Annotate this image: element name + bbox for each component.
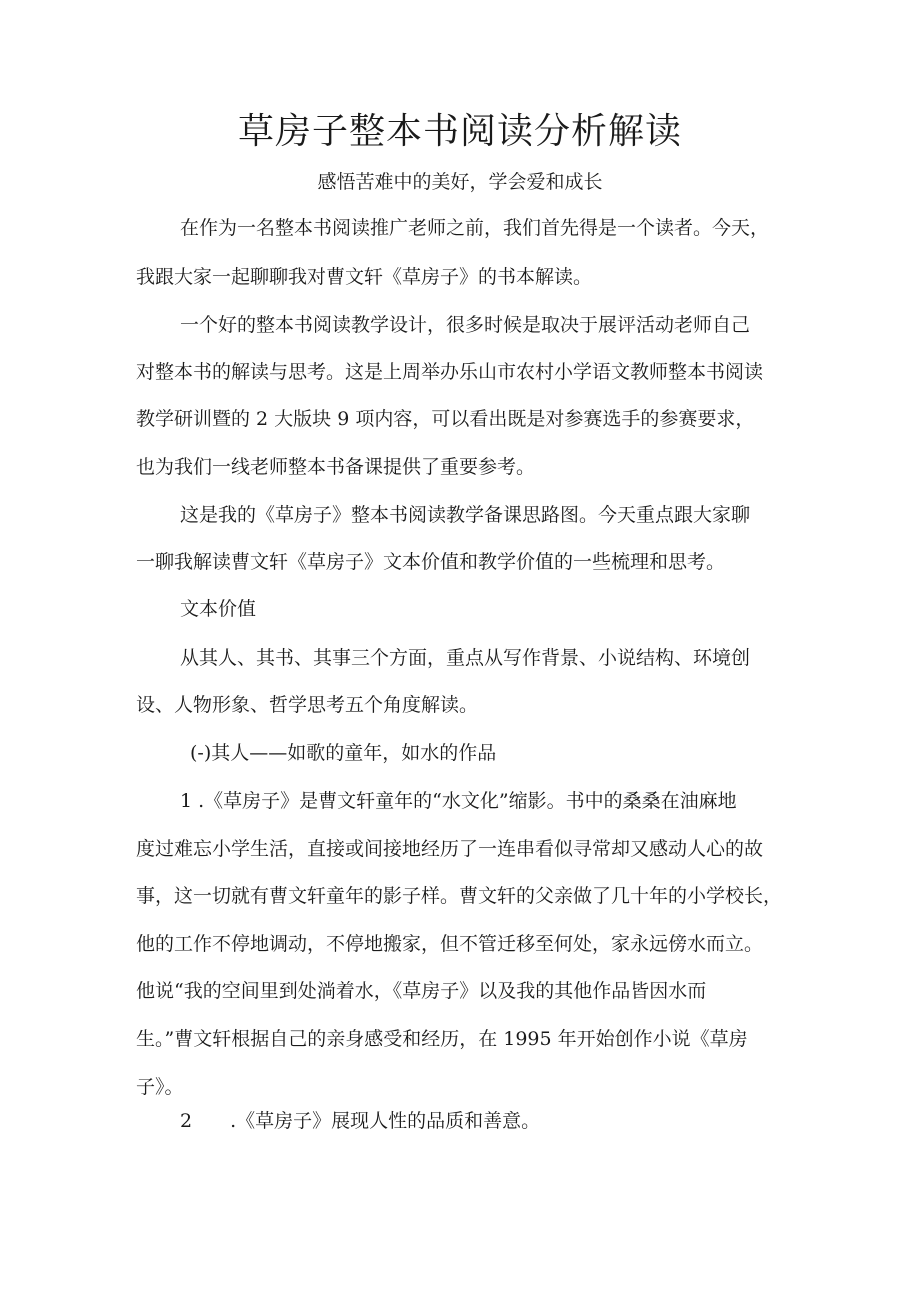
paragraph-line: 也为我们一线老师整本书备课提供了重要参考。	[136, 456, 536, 478]
paragraph-line: 从其人、其书、其事三个方面，重点从写作背景、小说结构、环境创	[180, 647, 751, 669]
document-subtitle: 感悟苦难中的美好，学会爱和成长	[317, 171, 603, 193]
paragraph-line: 一聊我解读曹文轩《草房子》文本价值和教学价值的一些梳理和思考。	[136, 551, 726, 573]
paragraph-line: 设、人物形象、哲学思考五个角度解读。	[136, 694, 479, 716]
paragraph-line: 这是我的《草房子》整本书阅读教学备课思路图。今天重点跟大家聊	[180, 504, 751, 526]
paragraph-line: 一个好的整本书阅读教学设计，很多时候是取决于展评活动老师自己	[180, 314, 751, 336]
paragraph-line: 在作为一名整本书阅读推广老师之前，我们首先得是一个读者。今天，	[180, 217, 770, 239]
paragraph-line: 对整本书的解读与思考。这是上周举办乐山市农村小学语文教师整本书阅读	[136, 361, 764, 383]
paragraph-line: 他的工作不停地调动，不停地搬家，但不管迁移至何处，家永远傍水而立。	[136, 933, 764, 955]
paragraph-line: 他说“我的空间里到处淌着水，《草房子》以及我的其他作品皆因水而	[136, 980, 707, 1002]
paragraph-line: 事，这一切就有曹文轩童年的影子样。曹文轩的父亲做了几十年的小学校长，	[136, 885, 783, 907]
paragraph-line: 生。”曹文轩根据自己的亲身感受和经历，在 1995 年开始创作小说《草房	[136, 1028, 748, 1050]
subsection-heading: (-)其人——如歌的童年，如水的作品	[190, 742, 497, 764]
section-heading: 文本价值	[180, 598, 257, 620]
paragraph-line: 教学研训暨的 2 大版块 9 项内容，可以看出既是对参赛选手的参赛要求，	[136, 408, 755, 430]
paragraph-line: 子》。	[136, 1076, 184, 1098]
paragraph-line: 2 .《草房子》展现人性的品质和善意。	[180, 1110, 541, 1132]
document-title: 草房子整本书阅读分析解读	[237, 111, 682, 152]
paragraph-line: 1 .《草房子》是曹文轩童年的“水文化”缩影。书中的桑桑在油麻地	[180, 790, 737, 812]
paragraph-line: 度过难忘小学生活，直接或间接地经历了一连串看似寻常却又感动人心的故	[136, 838, 764, 860]
paragraph-line: 我跟大家一起聊聊我对曹文轩《草房子》的书本解读。	[136, 266, 593, 288]
